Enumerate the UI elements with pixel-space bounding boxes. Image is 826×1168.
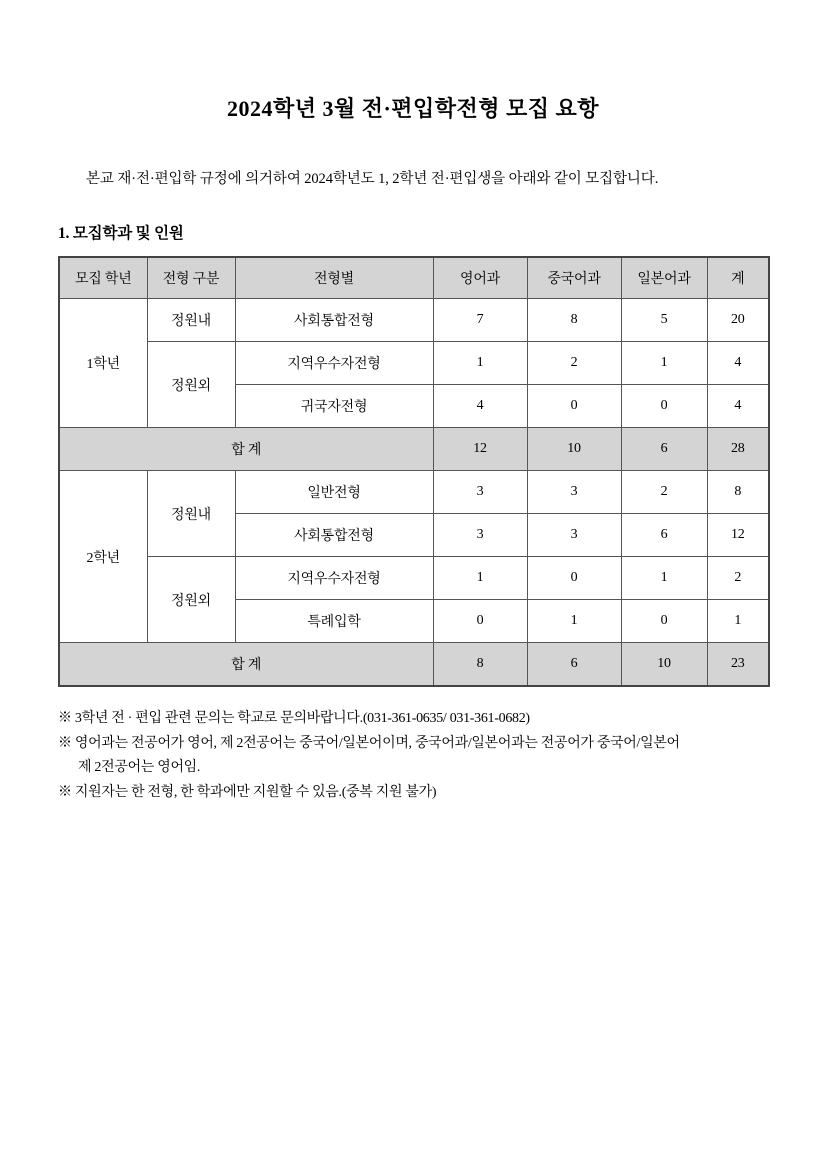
cell-grade-2: 2학년 <box>59 471 147 643</box>
note-item: ※ 영어과는 전공어가 영어, 제 2전공어는 중국어/일본어이며, 중국어과/일본어과는 전공어가 중국어/일본어 <box>58 735 680 751</box>
subtotal-japanese: 6 <box>621 428 707 471</box>
cell-type: 일반전형 <box>235 471 433 514</box>
cell-japanese: 1 <box>621 557 707 600</box>
table-row <box>59 557 769 600</box>
header-chinese: 중국어과 <box>527 257 621 299</box>
cell-chinese: 0 <box>527 557 621 600</box>
header-grade: 모집 학년 <box>59 257 147 299</box>
cell-english: 3 <box>433 514 527 557</box>
cell-type: 특례입학 <box>235 600 433 643</box>
cell-japanese: 1 <box>621 342 707 385</box>
cell-grade-1: 1학년 <box>59 299 147 428</box>
cell-type: 지역우수자전형 <box>235 342 433 385</box>
intro-paragraph: 본교 재·전·편입학 규정에 의거하여 2024학년도 1, 2학년 전·편입생을 아래와 같이 모집합니다. <box>86 171 659 187</box>
cell-total: 8 <box>707 471 769 514</box>
cell-chinese: 1 <box>527 600 621 643</box>
cell-category-inside-2: 정원내 <box>147 471 235 557</box>
cell-english: 1 <box>433 342 527 385</box>
cell-category-inside-1: 정원내 <box>147 299 235 342</box>
cell-chinese: 2 <box>527 342 621 385</box>
cell-japanese: 5 <box>621 299 707 342</box>
subtotal-total: 28 <box>707 428 769 471</box>
cell-category-outside-2: 정원외 <box>147 557 235 643</box>
header-japanese: 일본어과 <box>621 257 707 299</box>
cell-total: 4 <box>707 342 769 385</box>
subtotal-label: 합 계 <box>59 643 433 687</box>
cell-english: 3 <box>433 471 527 514</box>
cell-english: 0 <box>433 600 527 643</box>
note-item: ※ 3학년 전 · 편입 관련 문의는 학교로 문의바랍니다.(031-361-0635/ 031-361-0682) <box>58 711 530 726</box>
notes-block <box>58 707 768 805</box>
page-title: 2024학년 3월 전·편입학전형 모집 요항 <box>226 96 600 121</box>
cell-japanese: 6 <box>621 514 707 557</box>
cell-total: 1 <box>707 600 769 643</box>
header-type: 전형별 <box>235 257 433 299</box>
subtotal-english: 8 <box>433 643 527 687</box>
cell-type: 사회통합전형 <box>235 514 433 557</box>
subtotal-chinese: 10 <box>527 428 621 471</box>
cell-category-outside-1: 정원외 <box>147 342 235 428</box>
cell-total: 20 <box>707 299 769 342</box>
header-total: 계 <box>707 257 769 299</box>
header-english: 영어과 <box>433 257 527 299</box>
cell-english: 7 <box>433 299 527 342</box>
subtotal-row-grade1 <box>59 428 769 471</box>
cell-total: 2 <box>707 557 769 600</box>
section-heading-1: 1. 모집학과 및 인원 <box>58 225 184 242</box>
table-row <box>59 471 769 514</box>
table-header-row <box>59 257 769 299</box>
cell-japanese: 2 <box>621 471 707 514</box>
cell-type: 귀국자전형 <box>235 385 433 428</box>
subtotal-label: 합 계 <box>59 428 433 471</box>
cell-total: 12 <box>707 514 769 557</box>
cell-english: 4 <box>433 385 527 428</box>
header-category: 전형 구분 <box>147 257 235 299</box>
recruitment-table <box>58 256 770 687</box>
subtotal-english: 12 <box>433 428 527 471</box>
table-row <box>59 299 769 342</box>
subtotal-chinese: 6 <box>527 643 621 687</box>
cell-chinese: 8 <box>527 299 621 342</box>
subtotal-row-grade2 <box>59 643 769 687</box>
cell-total: 4 <box>707 385 769 428</box>
subtotal-total: 23 <box>707 643 769 687</box>
cell-chinese: 0 <box>527 385 621 428</box>
cell-type: 지역우수자전형 <box>235 557 433 600</box>
cell-english: 1 <box>433 557 527 600</box>
cell-chinese: 3 <box>527 471 621 514</box>
note-item: ※ 지원자는 한 전형, 한 학과에만 지원할 수 있음.(중복 지원 불가) <box>58 784 437 800</box>
table-row <box>59 342 769 385</box>
cell-japanese: 0 <box>621 385 707 428</box>
cell-japanese: 0 <box>621 600 707 643</box>
subtotal-japanese: 10 <box>621 643 707 687</box>
cell-chinese: 3 <box>527 514 621 557</box>
note-item-continuation: 제 2전공어는 영어임. <box>78 760 201 775</box>
cell-type: 사회통합전형 <box>235 299 433 342</box>
